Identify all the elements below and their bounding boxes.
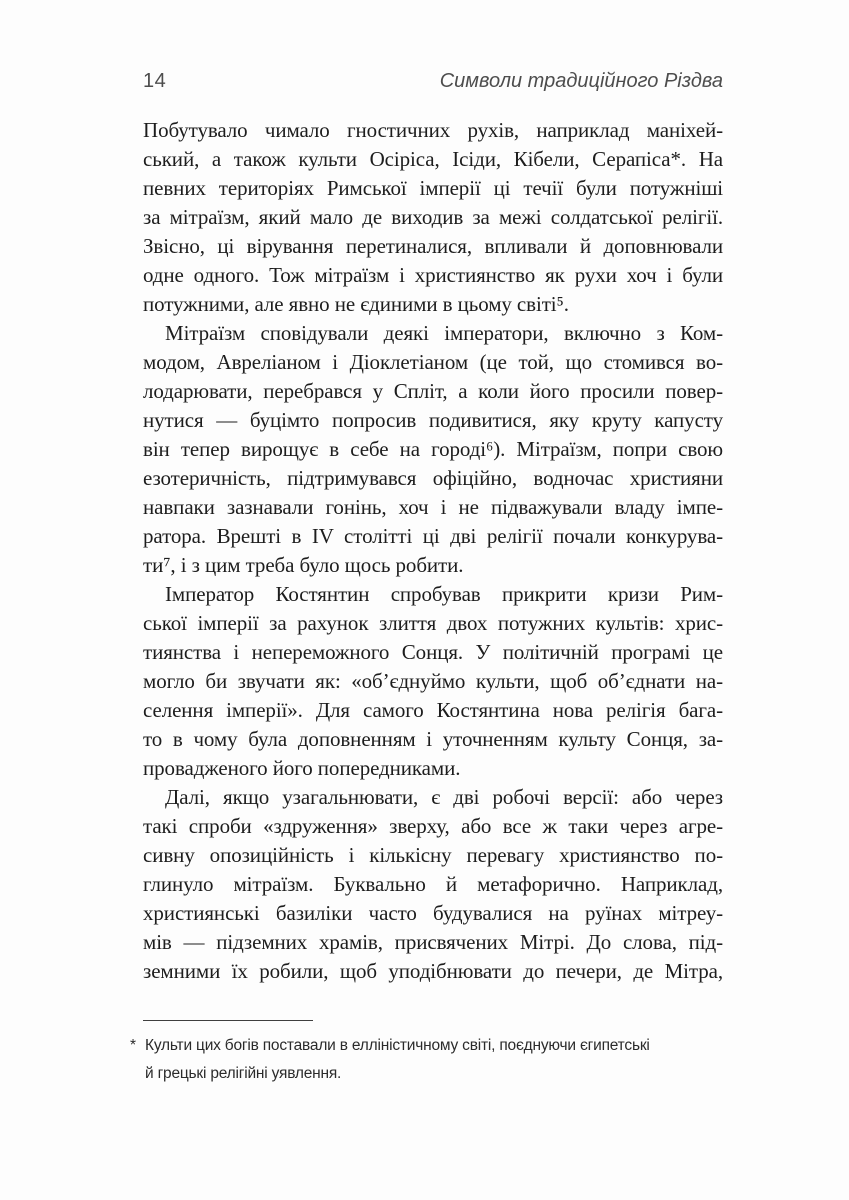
body-line: він тепер вирощує в себе на городі⁶). Мітраїзм, попри свою: [143, 437, 723, 461]
body-line: навпаки зазнавали гонінь, хоч і не підважували владу імпе-: [143, 495, 723, 519]
body-line: потужними, але явно не єдиними в цьому світі⁵.: [143, 292, 569, 316]
body-text: [143, 116, 723, 986]
body-line: земними їх робили, щоб уподібнювати до печери, де Мітра,: [143, 959, 723, 983]
body-line: езотеричність, підтримувався офіційно, водночас християни: [143, 466, 723, 490]
body-line: Звісно, ці вірування перетиналися, впливали й доповнювали: [143, 234, 723, 258]
body-line: то в чому була доповненням і уточненням культу Сонця, за-: [143, 727, 723, 751]
body-line: Далі, якщо узагальнювати, є дві робочі версії: або через: [165, 785, 723, 809]
body-line: модом, Авреліаном і Діоклетіаном (це той, що стомився во-: [143, 350, 723, 374]
body-line: такі спроби «здруження» зверху, або все ж таки через агре-: [143, 814, 723, 838]
body-line: Побутувало чимало гностичних рухів, наприклад маніхей-: [143, 118, 723, 142]
footnote-text-lines: [145, 1032, 723, 1088]
body-line: могло би звучати як: «об’єднуймо культи, щоб об’єднати на-: [143, 669, 723, 693]
footnote-line: й грецькі релігійні уявлення.: [145, 1065, 342, 1082]
body-line: християнські базиліки часто будувалися на руїнах мітреу-: [143, 901, 723, 925]
body-line: одне одного. Тож мітраїзм і християнство як рухи хоч і були: [143, 263, 723, 287]
body-line: глинуло мітраїзм. Буквально й метафорично. Наприклад,: [143, 872, 723, 896]
body-line: нутися — буцімто попросив подивитися, яку круту капусту: [143, 408, 723, 432]
page-header: [143, 70, 723, 93]
footnote-line: Культи цих богів поставали в елліністичному світі, поєднуючи єгипетські: [145, 1037, 650, 1054]
body-line: ратора. Врешті в IV столітті ці дві релігії почали конкурува-: [143, 524, 723, 548]
body-line: певних територіях Римської імперії ці течії були потужніші: [143, 176, 723, 200]
footnote-marker: *: [130, 1037, 136, 1054]
running-header-title: Символи традиційного Різдва: [439, 70, 723, 92]
body-line: ти⁷, і з цим треба було щось робити.: [143, 553, 464, 577]
body-line: ський, а також культи Осіріса, Ісіди, Кібели, Серапіса*. На: [143, 147, 723, 171]
body-line: мів — підземних храмів, присвячених Мітрі. До слова, під-: [143, 930, 723, 954]
body-line: сивну опозиційність і кількісну перевагу християнство по-: [143, 843, 723, 867]
page-number: 14: [143, 70, 167, 92]
body-line: ської імперії за рахунок злиття двох потужних культів: хрис-: [143, 611, 723, 635]
footnote-divider: [143, 1020, 313, 1021]
body-line: Мітраїзм сповідували деякі імператори, включно з Ком-: [165, 321, 723, 345]
body-line: тиянства і непереможного Сонця. У політичній програмі це: [143, 640, 723, 664]
body-line: за мітраїзм, який мало де виходив за межі солдатської релігії.: [143, 205, 723, 229]
body-line: лодарювати, перебрався у Спліт, а коли його просили повер-: [143, 379, 723, 403]
body-line: селення імперії». Для самого Костянтина нова релігія бага-: [143, 698, 723, 722]
body-line: Імператор Костянтин спробував прикрити кризи Рим-: [165, 582, 723, 606]
body-line: провадженого його попередниками.: [143, 756, 461, 780]
footnote: [130, 1032, 723, 1088]
